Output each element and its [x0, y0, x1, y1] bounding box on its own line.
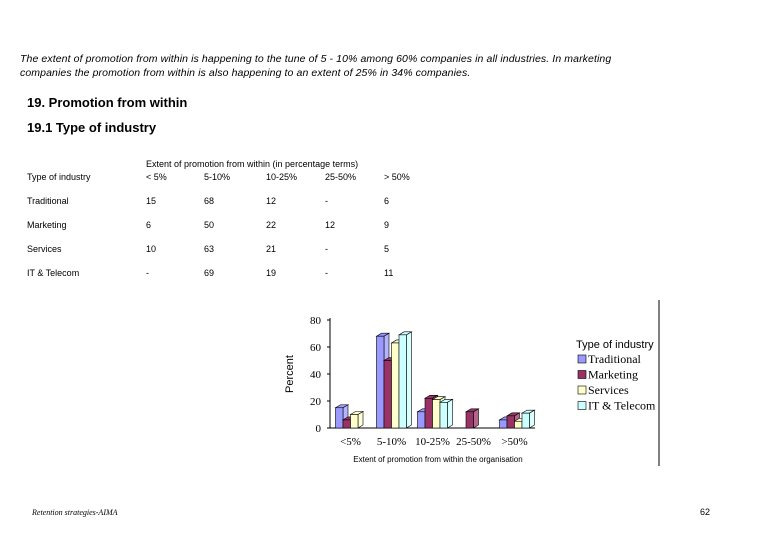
- bar: [515, 421, 523, 428]
- table-col-header: > 50%: [384, 172, 410, 182]
- page-number: 62: [700, 507, 711, 517]
- legend-label: IT & Telecom: [588, 398, 656, 413]
- bar: [343, 420, 351, 428]
- y-tick-label: 40: [310, 369, 321, 381]
- legend-label: Traditional: [588, 352, 641, 366]
- x-tick-label: 10-25%: [415, 436, 450, 448]
- y-tick-label: 20: [310, 396, 321, 408]
- bar-side: [407, 332, 412, 428]
- y-axis-label: Percent: [284, 355, 296, 393]
- footer-text: Retention strategies-AIMA: [32, 508, 118, 517]
- table-cell: 11: [384, 268, 394, 278]
- legend-label: Services: [588, 383, 629, 397]
- legend-swatch: [578, 386, 586, 394]
- x-tick-label: 25-50%: [456, 436, 491, 448]
- table-row-label: IT & Telecom: [27, 268, 80, 278]
- bar: [336, 408, 344, 428]
- table-cell: 5: [384, 244, 390, 254]
- bar: [351, 415, 359, 429]
- legend-swatch: [578, 402, 586, 410]
- table-col-header: 5-10%: [204, 172, 231, 182]
- x-tick-label: <5%: [340, 436, 361, 448]
- table-cell: -: [325, 196, 328, 206]
- table-cell: 21: [266, 244, 277, 254]
- bar: [399, 335, 407, 428]
- table-cell: 68: [204, 196, 215, 206]
- table-col-header: < 5%: [146, 172, 167, 182]
- legend-title: Type of industry: [576, 339, 654, 351]
- table-cell: 15: [146, 196, 157, 206]
- legend-label: Marketing: [588, 367, 638, 382]
- table-cell: 6: [384, 196, 390, 206]
- legend-swatch: [578, 371, 586, 379]
- table-cell: 50: [204, 220, 215, 230]
- table-cell: 22: [266, 220, 277, 230]
- bar: [433, 400, 441, 428]
- table-cell: -: [146, 268, 149, 278]
- table-cell: 69: [204, 268, 215, 278]
- x-tick-label: >50%: [501, 436, 528, 448]
- bar: [440, 402, 448, 428]
- bar: [384, 361, 392, 429]
- subsection-title: 19.1 Type of industry: [27, 120, 157, 135]
- bar-side: [448, 399, 453, 428]
- bar: [425, 398, 433, 428]
- bar: [466, 412, 474, 428]
- bar: [377, 336, 385, 428]
- bar: [392, 343, 400, 428]
- table-group-header: Extent of promotion from within (in percentage terms): [146, 159, 359, 169]
- bar: [418, 412, 426, 428]
- intro-paragraph: The extent of promotion from within is happening to the tune of 5 - 10% among 60% companies in all industries. In marketing companies the promotion from within is also happening to an extent of 25% in 34% companies.: [20, 53, 612, 79]
- table-cell: 63: [204, 244, 215, 254]
- table-cell: 10: [146, 244, 157, 254]
- y-tick-label: 80: [310, 315, 321, 327]
- bar-side: [530, 410, 535, 428]
- bar-side: [358, 412, 363, 429]
- y-tick-label: 60: [310, 342, 321, 354]
- x-axis-label: Extent of promotion from within the organisation: [353, 455, 523, 464]
- table-row-label: Marketing: [27, 220, 67, 230]
- table-row-label: Traditional: [27, 196, 69, 206]
- table-row-header: Type of industry: [27, 172, 91, 182]
- x-tick-label: 5-10%: [376, 436, 407, 448]
- table-col-header: 25-50%: [325, 172, 357, 182]
- section-title: 19. Promotion from within: [27, 95, 188, 110]
- bar: [507, 416, 515, 428]
- y-tick-label: 0: [315, 423, 321, 435]
- bar: [500, 420, 508, 428]
- bar: [522, 413, 530, 428]
- table-cell: 19: [266, 268, 277, 278]
- table-cell: 12: [325, 220, 336, 230]
- table-row-label: Services: [27, 244, 62, 254]
- legend-swatch: [578, 355, 586, 363]
- table-cell: -: [325, 244, 328, 254]
- table-col-header: 10-25%: [266, 172, 298, 182]
- bar-side: [474, 409, 479, 428]
- table-cell: 9: [384, 220, 390, 230]
- table-cell: 12: [266, 196, 277, 206]
- table-cell: 6: [146, 220, 152, 230]
- table-cell: -: [325, 268, 328, 278]
